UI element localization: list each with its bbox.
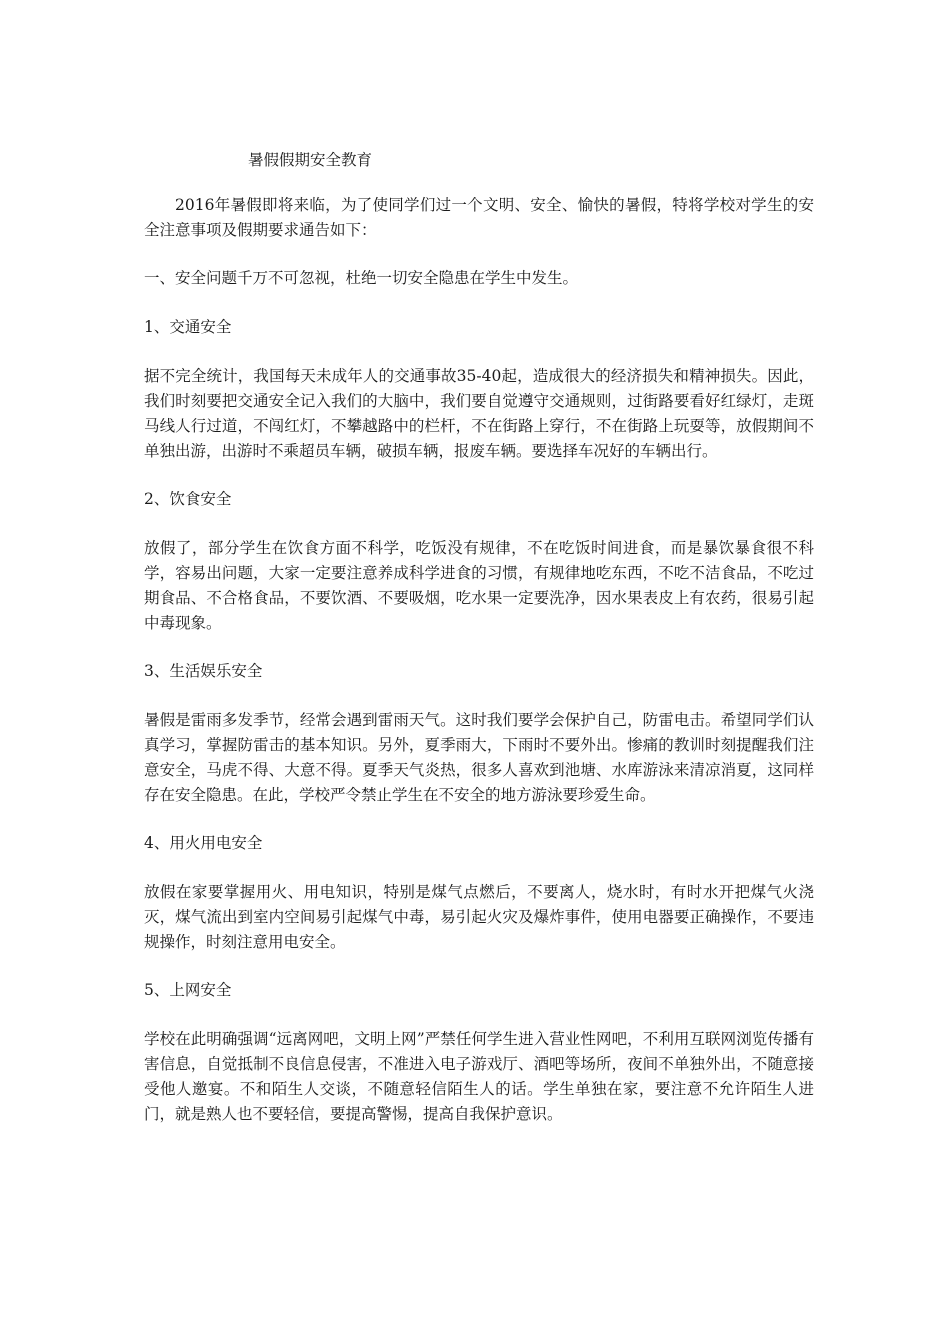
intro-paragraph: 2016年暑假即将来临，为了使同学们过一个文明、安全、愉快的暑假，特将学校对学生的安全注意事项及假期要求通告如下： xyxy=(144,196,814,239)
subsection-body-traffic: 据不完全统计，我国每天未成年人的交通事故35-40起，造成很大的经济损失和精神损失。因此，我们时刻要把交通安全记入我们的大脑中，我们要自觉遵守交通规则，过街路要看好红绿灯，走斑马线人行过道，不闯红灯，不攀越路中的栏杆，不在街路上穿行，不在街路上玩耍等，放假期间不单独出游，出游时不乘超员车辆，破损车辆，报废车辆。要选择车况好的车辆出行。 xyxy=(144,367,814,460)
subsection-heading-traffic: 1、交通安全 xyxy=(144,318,232,336)
subsection-body-internet: 学校在此明确强调“远离网吧，文明上网”严禁任何学生进入营业性网吧，不利用互联网浏览传播有害信息，自觉抵制不良信息侵害，不准进入电子游戏厅、酒吧等场所，夜间不单独外出，不随意接受他人邀宴。不和陌生人交谈，不随意轻信陌生人的话。学生单独在家，要注意不允许陌生人进门，就是熟人也不要轻信，要提高警惕，提高自我保护意识。 xyxy=(144,1030,814,1123)
subsection-heading-internet: 5、上网安全 xyxy=(144,981,232,999)
subsection-heading-recreation: 3、生活娱乐安全 xyxy=(144,662,263,680)
document-body xyxy=(144,148,814,1150)
section-heading: 一、安全问题千万不可忽视，杜绝一切安全隐患在学生中发生。 xyxy=(144,269,579,287)
subsection-body-recreation: 暑假是雷雨多发季节，经常会遇到雷雨天气。这时我们要学会保护自己，防雷电击。希望同学们认真学习，掌握防雷击的基本知识。另外，夏季雨大，下雨时不要外出。惨痛的教训时刻提醒我们注意安全，马虎不得、大意不得。夏季天气炎热，很多人喜欢到池塘、水库游泳来清凉消夏，这同样存在安全隐患。在此，学校严令禁止学生在不安全的地方游泳要珍爱生命。 xyxy=(144,711,814,804)
subsection-heading-fire-electricity: 4、用火用电安全 xyxy=(144,834,263,852)
subsection-body-fire-electricity: 放假在家要掌握用火、用电知识，特别是煤气点燃后，不要离人，烧水时，有时水开把煤气火浇灭，煤气流出到室内空间易引起煤气中毒，易引起火灾及爆炸事件，使用电器要正确操作，不要违规操作，时刻注意用电安全。 xyxy=(144,883,814,951)
document-title: 暑假假期安全教育 xyxy=(248,151,373,169)
subsection-heading-food: 2、饮食安全 xyxy=(144,490,232,508)
subsection-body-food: 放假了，部分学生在饮食方面不科学，吃饭没有规律，不在吃饭时间进食，而是暴饮暴食很不科学，容易出问题，大家一定要注意养成科学进食的习惯，有规律地吃东西，不吃不洁食品，不吃过期食品、不合格食品，不要饮酒、不要吸烟，吃水果一定要洗净，因水果表皮上有农药，很易引起中毒现象。 xyxy=(144,539,814,632)
